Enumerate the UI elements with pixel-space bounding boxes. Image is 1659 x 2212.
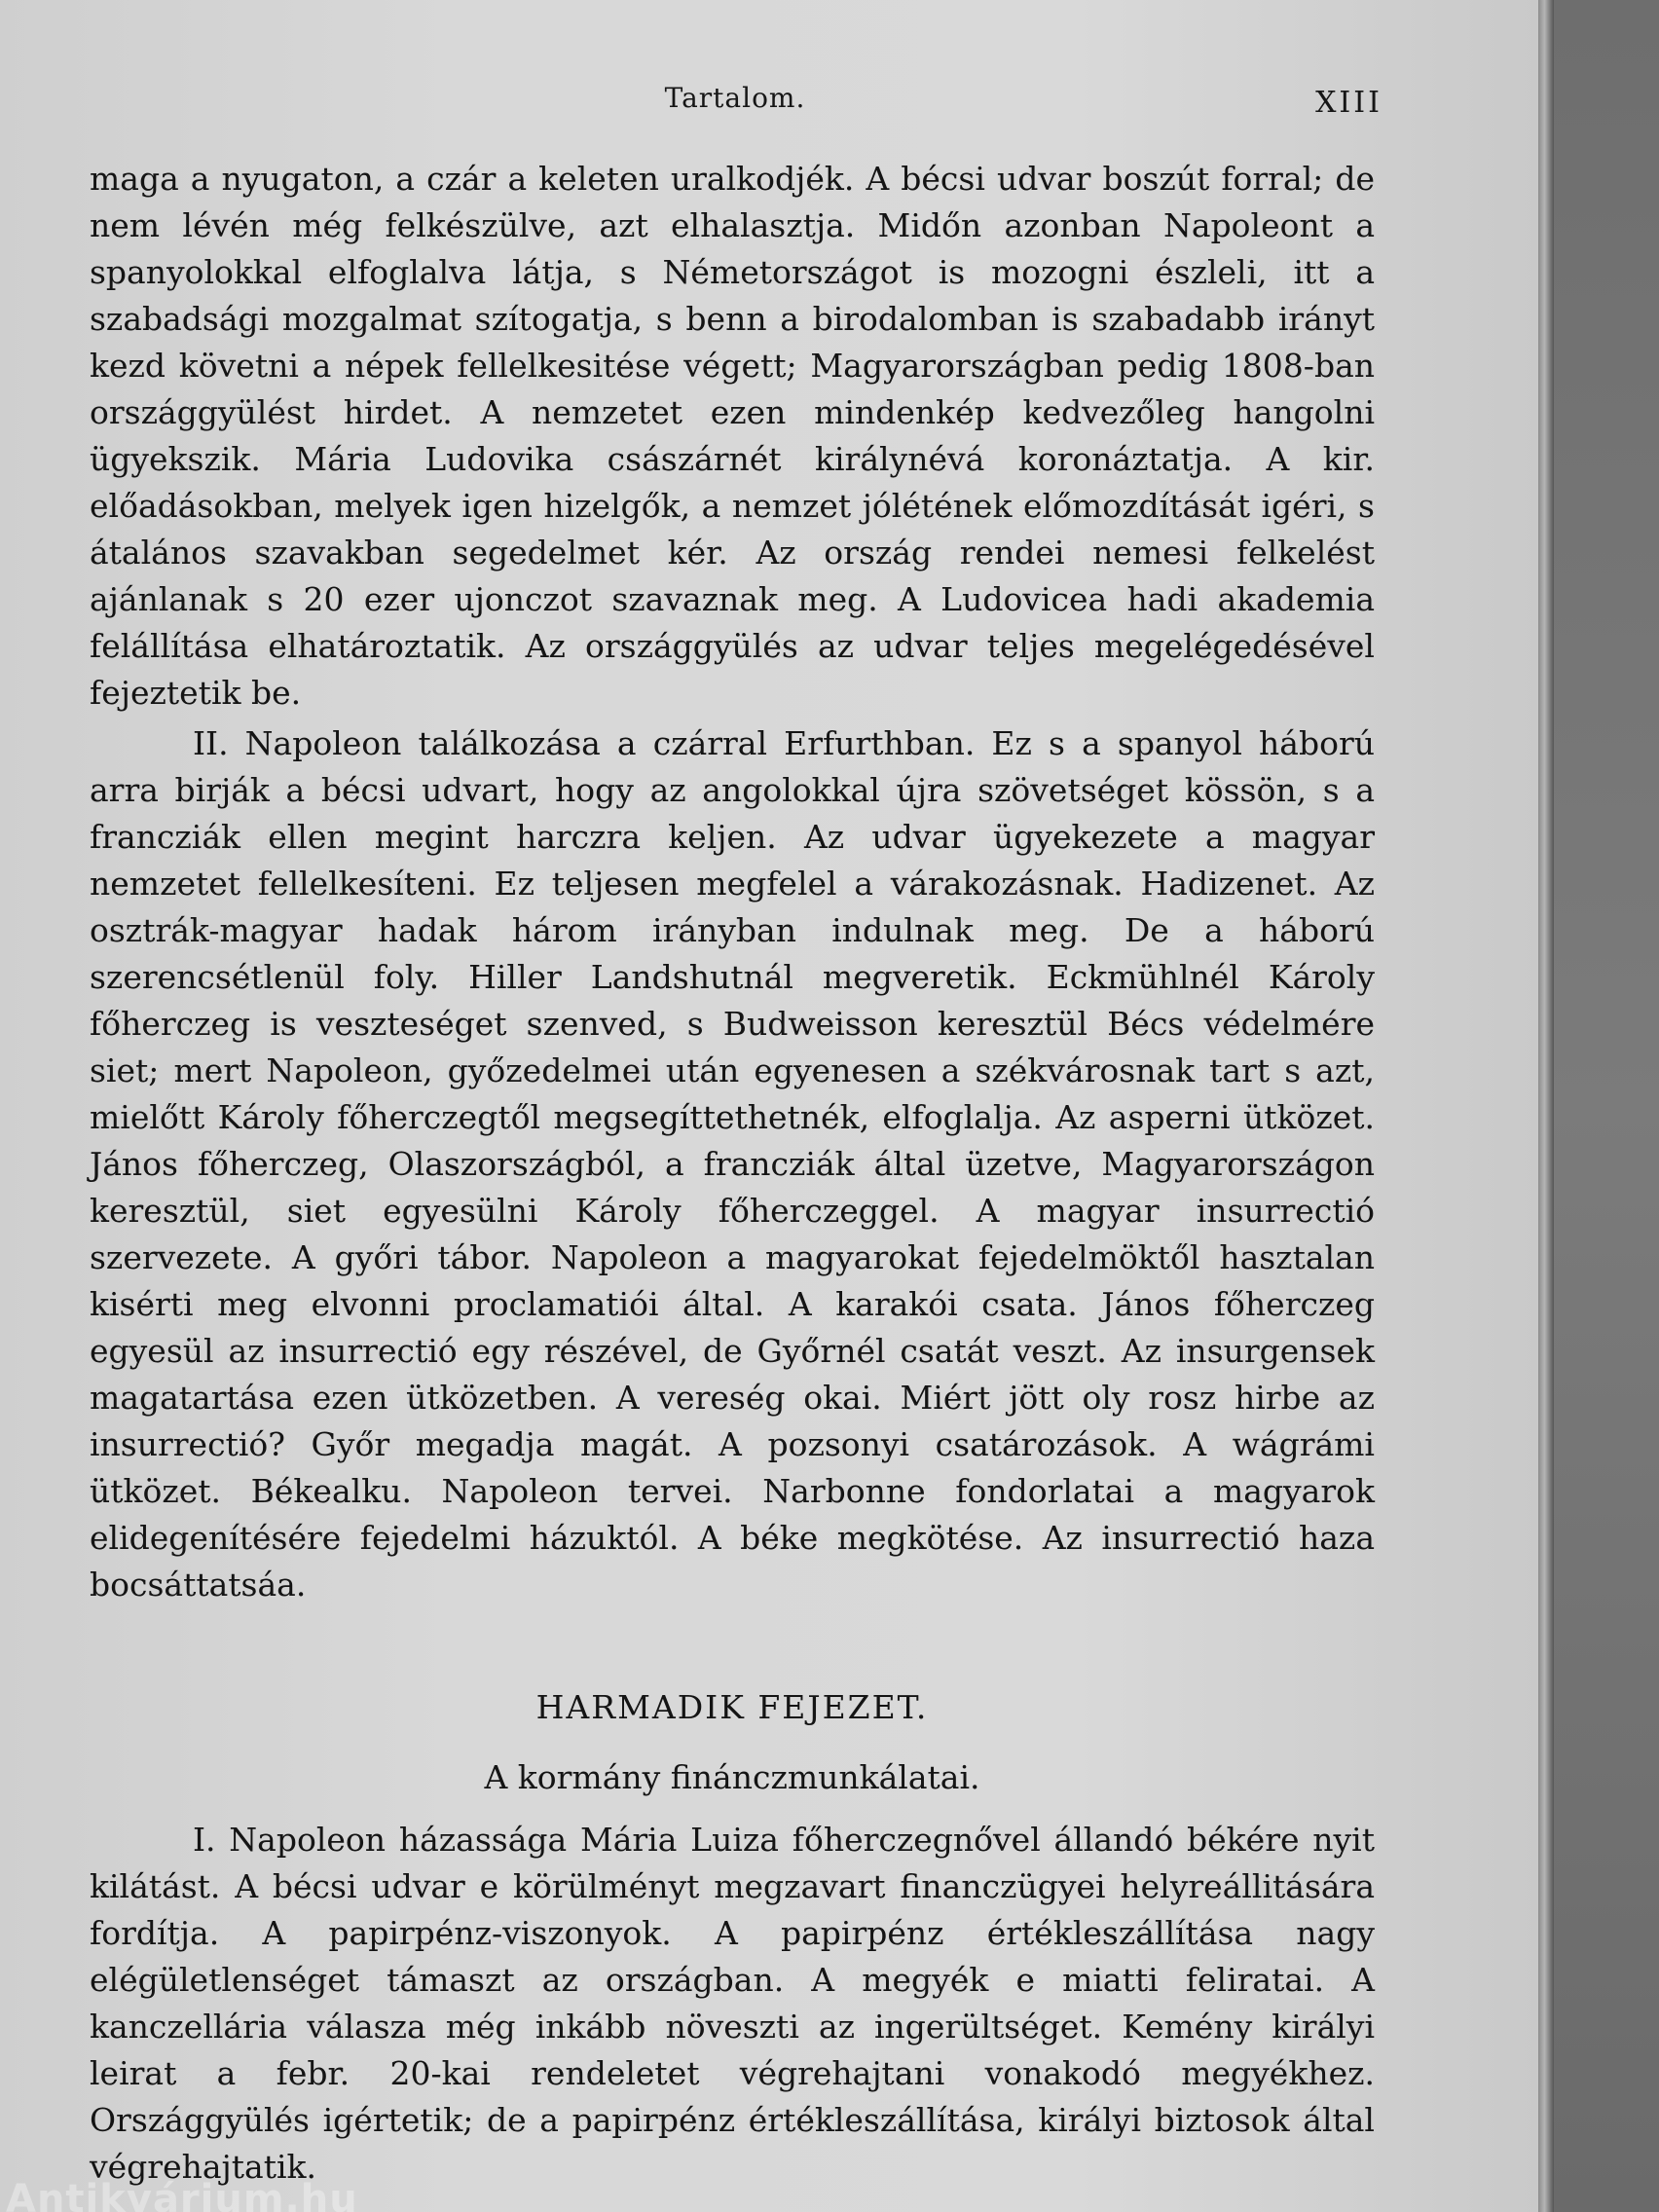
running-title: Tartalom.: [664, 82, 806, 114]
background-strip: [1554, 0, 1659, 2212]
paragraph-continued: maga a nyugaton, a czár a keleten uralkodjék. A bécsi udvar boszút forral; de nem lévén még felkészülve, azt elhalasztja. Midőn azonban Napoleont a spanyolokkal elfoglalva látja, s Németországot is mozogni észleli, itt a szabadsági mozgalmat szítogatja, s benn a birodalomban is szabadabb irányt kezd követni a népek fellelkesitése végett; Magyarországban pedig 1808-ban országgyülést hirdet. A nemzetet ezen mindenkép kedvezőleg hangolni ügyekszik. Mária Ludovika császárnét királynévá koronáztatja. A kir. előadásokban, melyek igen hizelgők, a nemzet jólétének előmozdítását igéri, s átalános szavakban segedelmet kér. Az ország rendei nemesi felkelést ajánlanak s 20 ezer ujonczot szavaznak meg. A Ludovicea hadi akademia felállítása elhatároztatik. Az országgyülés az udvar teljes megelégedésével fejeztetik be.: [90, 160, 1375, 712]
chapter-subtitle: A kormány finánczmunkálatai.: [484, 1758, 980, 1796]
page-edge: [1538, 0, 1554, 2212]
watermark: Antikvárium.hu: [6, 2177, 358, 2212]
paragraph-section-i: I. Napoleon házassága Mária Luiza főherczegnővel állandó békére nyit kilátást. A bécsi udvar e körülményt megzavart financzügyei helyreállitására fordítja. A papirpénz-viszonyok. A papirpénz értékleszállítása nagy elégületlenséget támaszt az országban. A megyék e miatti feliratai. A kanczellária válasza még inkább növeszti az ingerültséget. Kemény királyi leirat a febr. 20-kai rendeletet végrehajtani vonakodó megyékhez. Országgyülés igértetik; de a papirpénz értékleszállítása, királyi biztosok által végrehajtatik.: [90, 1821, 1375, 2186]
running-header: [88, 80, 1382, 119]
page-number: XIII: [1315, 86, 1382, 120]
paragraph-section-ii: II. Napoleon találkozása a czárral Erfurthban. Ez s a spanyol háború arra birják a bécsi udvart, hogy az angolokkal újra szövetséget kössön, s a francziák ellen megint harczra keljen. Az udvar ügyekezete a magyar nemzetet fellelkesíteni. Ez teljesen megfelel a várakozásnak. Hadizenet. Az osztrák-magyar hadak három irányban indulnak meg. De a háború szerencsétlenül foly. Hiller Landshutnál megveretik. Eckmühlnél Károly főherczeg is veszteséget szenved, s Budweisson keresztül Bécs védelmére siet; mert Napoleon, győzedelmei után egyenesen a székvárosnak tart s azt, mielőtt Károly főherczegtől megsegíttethetnék, elfoglalja. Az asperni ütközet. János főherczeg, Olaszországból, a francziák által üzetve, Magyarországon keresztül, siet egyesülni Károly főherczeggel. A magyar insurrectió szervezete. A győri tábor. Napoleon a magyarokat fejedelmöktől hasztalan kisérti meg elvonni proclamatiói által. A karakói csata. János főherczeg egyesül az insurrectió egy részével, de Győrnél csatát veszt. Az insurgensek magatartása ezen ütközetben. A vereség okai. Miért jött oly rosz hirbe az insurrectió? Győr megadja magát. A pozsonyi csatározások. A wágrámi ütközet. Békealku. Napoleon tervei. Narbonne fondorlatai a magyarok elidegenítésére fejedelmi házuktól. A béke megkötése. Az insurrectió haza bocsáttatsáa.: [90, 724, 1375, 1604]
page-content: [90, 156, 1375, 2191]
chapter-title: HARMADIK FEJEZET.: [535, 1688, 929, 1726]
